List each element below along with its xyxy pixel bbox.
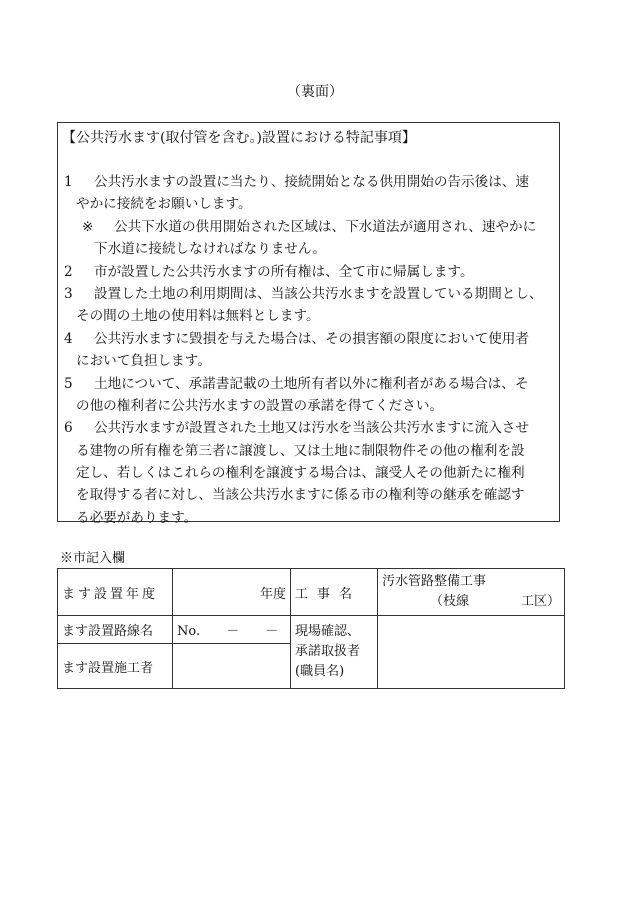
route-no-label: No. bbox=[177, 624, 201, 639]
item-number: 4 bbox=[64, 330, 73, 347]
note-item-6 bbox=[64, 417, 556, 529]
item-text: の他の権利者に公共汚水ますの設置の承諾を得てください。 bbox=[76, 397, 444, 414]
item-text: 定し、若しくはこれらの権利を譲渡する場合は、譲受人その他新たに権利 bbox=[76, 465, 525, 482]
note-item-4 bbox=[64, 328, 556, 373]
work-name-line1: 汚水管路整備工事 bbox=[382, 574, 487, 589]
special-notes-title: 【公共汚水ます(取付管を含む。)設置における特記事項】 bbox=[62, 130, 416, 146]
item-number: 3 bbox=[64, 285, 73, 302]
handler-label-line: (職員名) bbox=[295, 664, 345, 679]
year-unit: 年度 bbox=[259, 586, 286, 602]
route-dash: － bbox=[226, 624, 240, 639]
item-text: 市が設置した公共汚水ますの所有権は、全て市に帰属します。 bbox=[94, 263, 474, 280]
item-text: その間の土地の使用料は無料とします。 bbox=[76, 308, 320, 325]
city-entry-table bbox=[57, 568, 565, 689]
item-number: 2 bbox=[64, 263, 73, 280]
note-item-1 bbox=[64, 171, 556, 216]
setup-year-field[interactable] bbox=[173, 569, 291, 616]
note-item-remark bbox=[64, 216, 556, 261]
table-row bbox=[58, 616, 565, 644]
handler-name-field[interactable] bbox=[378, 616, 565, 689]
item-text: 公共下水道の供用開始された区域は、下水道法が適用され、速やかに bbox=[114, 218, 537, 235]
remark-mark: ※ bbox=[82, 218, 94, 235]
item-text: 公共汚水ますの設置に当たり、接続開始となる供用開始の告示後は、速 bbox=[94, 174, 529, 190]
setup-year-label: ます設置年度 bbox=[58, 569, 173, 616]
note-item-3 bbox=[64, 283, 556, 328]
route-name-field[interactable] bbox=[173, 616, 291, 644]
item-text: 公共汚水ますが設置された土地又は汚水を当該公共汚水ますに流入させ bbox=[94, 420, 529, 437]
item-text: 土地について、承諾書記載の土地所有者以外に権利者がある場合は、そ bbox=[94, 375, 529, 392]
page-heading: （裏面） bbox=[287, 84, 343, 100]
item-number: 5 bbox=[64, 375, 73, 392]
special-notes-box bbox=[57, 122, 560, 526]
item-text: において負担します。 bbox=[76, 353, 211, 370]
contractor-label: ます設置施工者 bbox=[58, 644, 173, 689]
work-name-line2: （枝線 工区） bbox=[430, 594, 561, 609]
work-name-label: 工事名 bbox=[291, 569, 378, 616]
contractor-field[interactable] bbox=[173, 644, 291, 689]
item-number: 6 bbox=[64, 420, 73, 437]
handler-label-line: 承諾取扱者 bbox=[295, 644, 361, 659]
item-text: を取得する者に対し、当該公共汚水ますに係る市の権利等の継承を確認す bbox=[76, 487, 525, 504]
item-text: る建物の所有権を第三者に譲渡し、又は土地に制限物件その他の権利を設 bbox=[76, 442, 525, 459]
note-item-5 bbox=[64, 373, 556, 418]
route-dash: － bbox=[265, 624, 279, 639]
item-text: 公共汚水ますに毀損を与えた場合は、その損害額の限度において使用者 bbox=[94, 330, 529, 347]
item-text: 下水道に接続しなければなりません。 bbox=[94, 241, 326, 258]
item-text: 設置した土地の利用期間は、当該公共汚水ますを設置している期間とし、 bbox=[94, 285, 543, 302]
city-section-label: ※市記入欄 bbox=[60, 551, 126, 566]
item-text: る必要があります。 bbox=[76, 509, 198, 526]
special-notes-list bbox=[64, 171, 556, 529]
item-number: 1 bbox=[64, 174, 73, 190]
route-name-label: ます設置路線名 bbox=[58, 616, 173, 644]
note-item-2 bbox=[64, 261, 556, 283]
handler-label bbox=[291, 616, 378, 689]
item-text: やかに接続をお願いします。 bbox=[76, 196, 252, 213]
work-name-field[interactable] bbox=[378, 569, 565, 616]
handler-label-line: 現場確認、 bbox=[295, 624, 361, 639]
table-row bbox=[58, 569, 565, 616]
